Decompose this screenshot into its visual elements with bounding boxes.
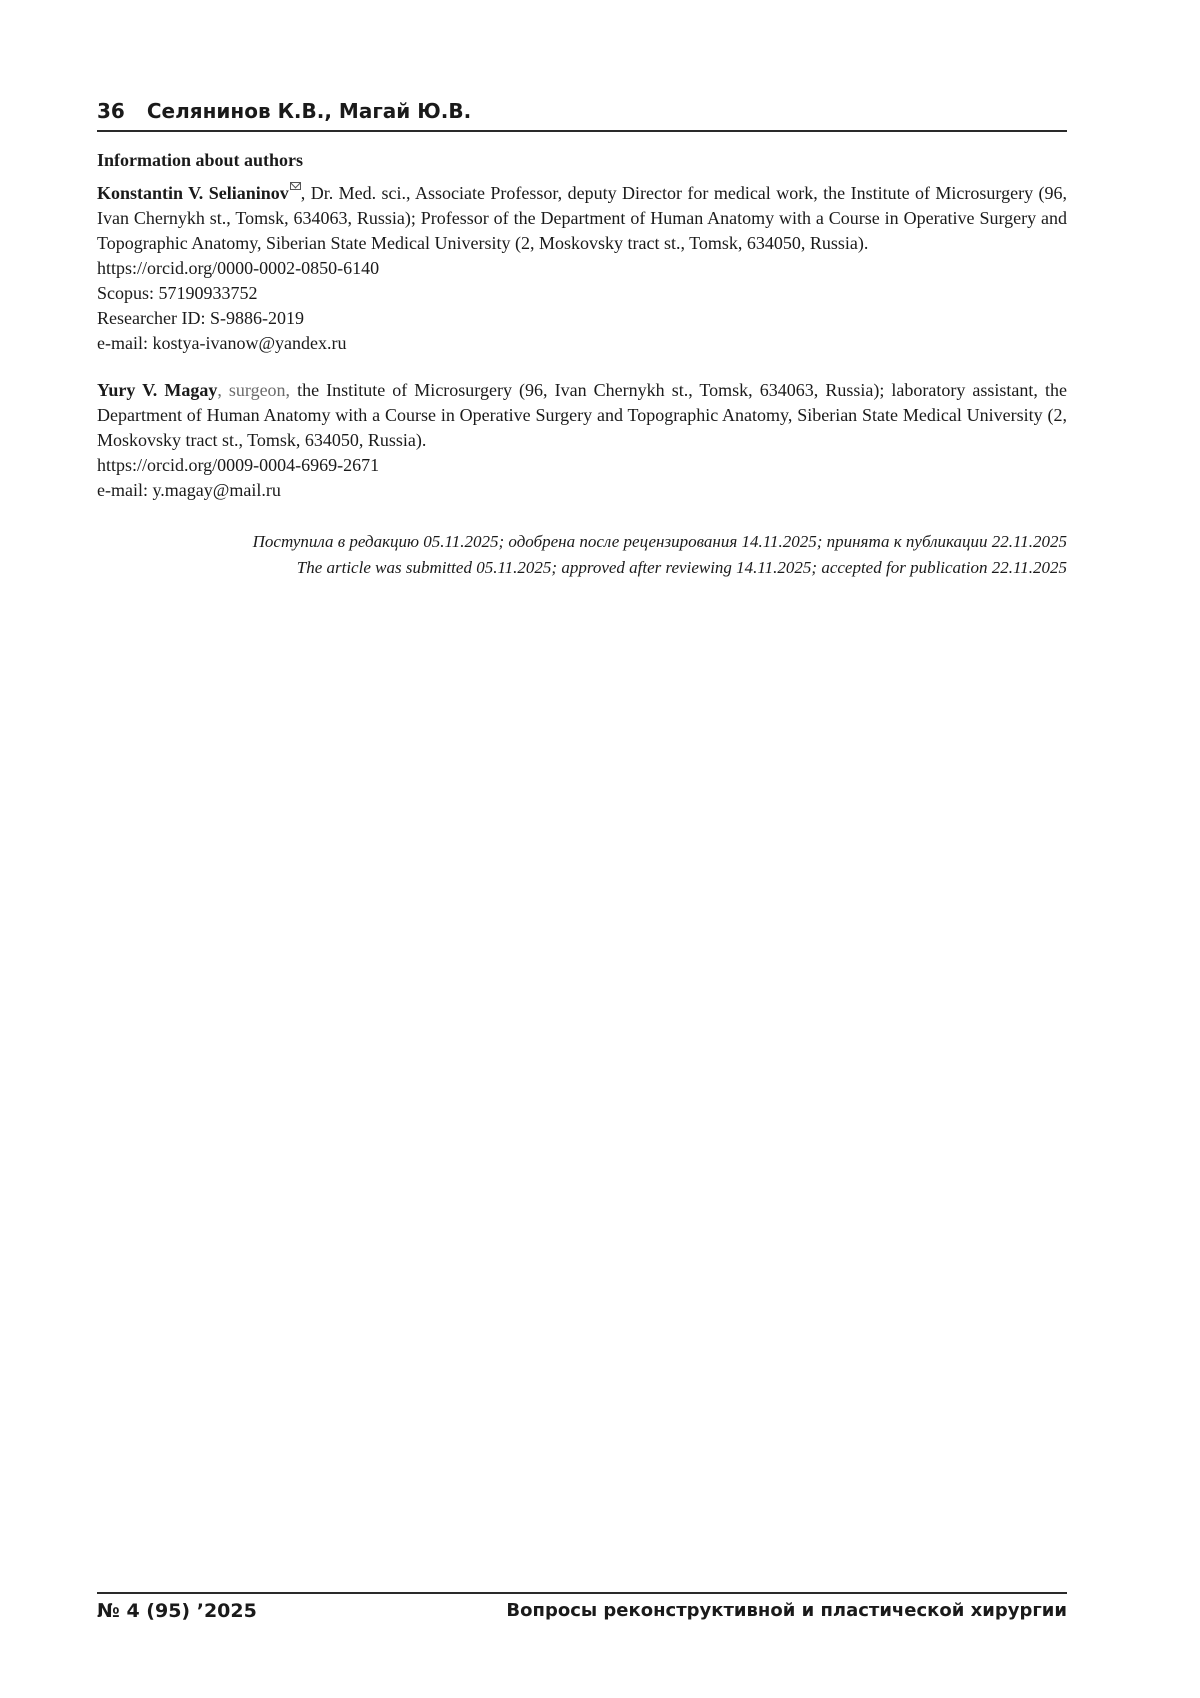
author-1-scopus: Scopus: 57190933752 bbox=[97, 283, 258, 303]
author-2-role: , surgeon, bbox=[217, 380, 291, 400]
issue-number: № 4 (95) ’2025 bbox=[97, 1600, 257, 1622]
author-2-name: Yury V. Magay bbox=[97, 380, 218, 400]
journal-title: Вопросы реконструктивной и пластической хирургии bbox=[506, 1600, 1067, 1621]
author-2-orcid-link[interactable]: https://orcid.org/0009-0004-6969-2671 bbox=[97, 455, 380, 475]
running-footer bbox=[97, 1592, 1067, 1624]
authors-information-section bbox=[97, 148, 1067, 581]
author-2-email[interactable]: e-mail: y.magay@mail.ru bbox=[97, 480, 281, 500]
running-header bbox=[97, 96, 1067, 132]
dates-english: The article was submitted 05.11.2025; approved after reviewing 14.11.2025; accepted for publication 22.11.2025 bbox=[296, 558, 1067, 577]
page-number: 36 bbox=[97, 99, 125, 123]
running-head-authors: Селянинов К.В., Магай Ю.В. bbox=[146, 99, 472, 123]
envelope-icon bbox=[290, 182, 301, 190]
author-1-bio bbox=[97, 181, 1067, 256]
author-1-researcher-id: Researcher ID: S-9886-2019 bbox=[97, 308, 304, 328]
author-2-description: the Institute of Microsurgery (96, Ivan Chernykh st., Tomsk, 634063, Russia); laboratory assistant, the Department of Human Anatomy with a Course in Operative Surgery and Topographic Anatomy, Siberian State Medical University (2, Moskovsky tract st., Tomsk, 634050, Russia). bbox=[97, 380, 1067, 450]
author-1-email[interactable]: e-mail: kostya-ivanow@yandex.ru bbox=[97, 333, 347, 353]
dates-russian: Поступила в редакцию 05.11.2025; одобрена после рецензирования 14.11.2025; принята к публикации 22.11.2025 bbox=[252, 532, 1067, 551]
author-1-name: Konstantin V. Selianinov bbox=[97, 183, 289, 203]
author-1-description: , Dr. Med. sci., Associate Professor, deputy Director for medical work, the Institute of Microsurgery (96, Ivan Chernykh st., Tomsk, 634063, Russia); Professor of the Department of Human Anatomy with a Course in Operative Surgery and Topographic Anatomy, Siberian State Medical University (2, Moskovsky tract st., Tomsk, 634050, Russia). bbox=[97, 183, 1067, 253]
author-block-1 bbox=[97, 181, 1067, 356]
article-dates bbox=[97, 529, 1067, 581]
section-title: Information about authors bbox=[97, 150, 304, 170]
author-1-orcid-link[interactable]: https://orcid.org/0000-0002-0850-6140 bbox=[97, 258, 380, 278]
author-2-bio bbox=[97, 378, 1067, 453]
author-block-2 bbox=[97, 378, 1067, 503]
